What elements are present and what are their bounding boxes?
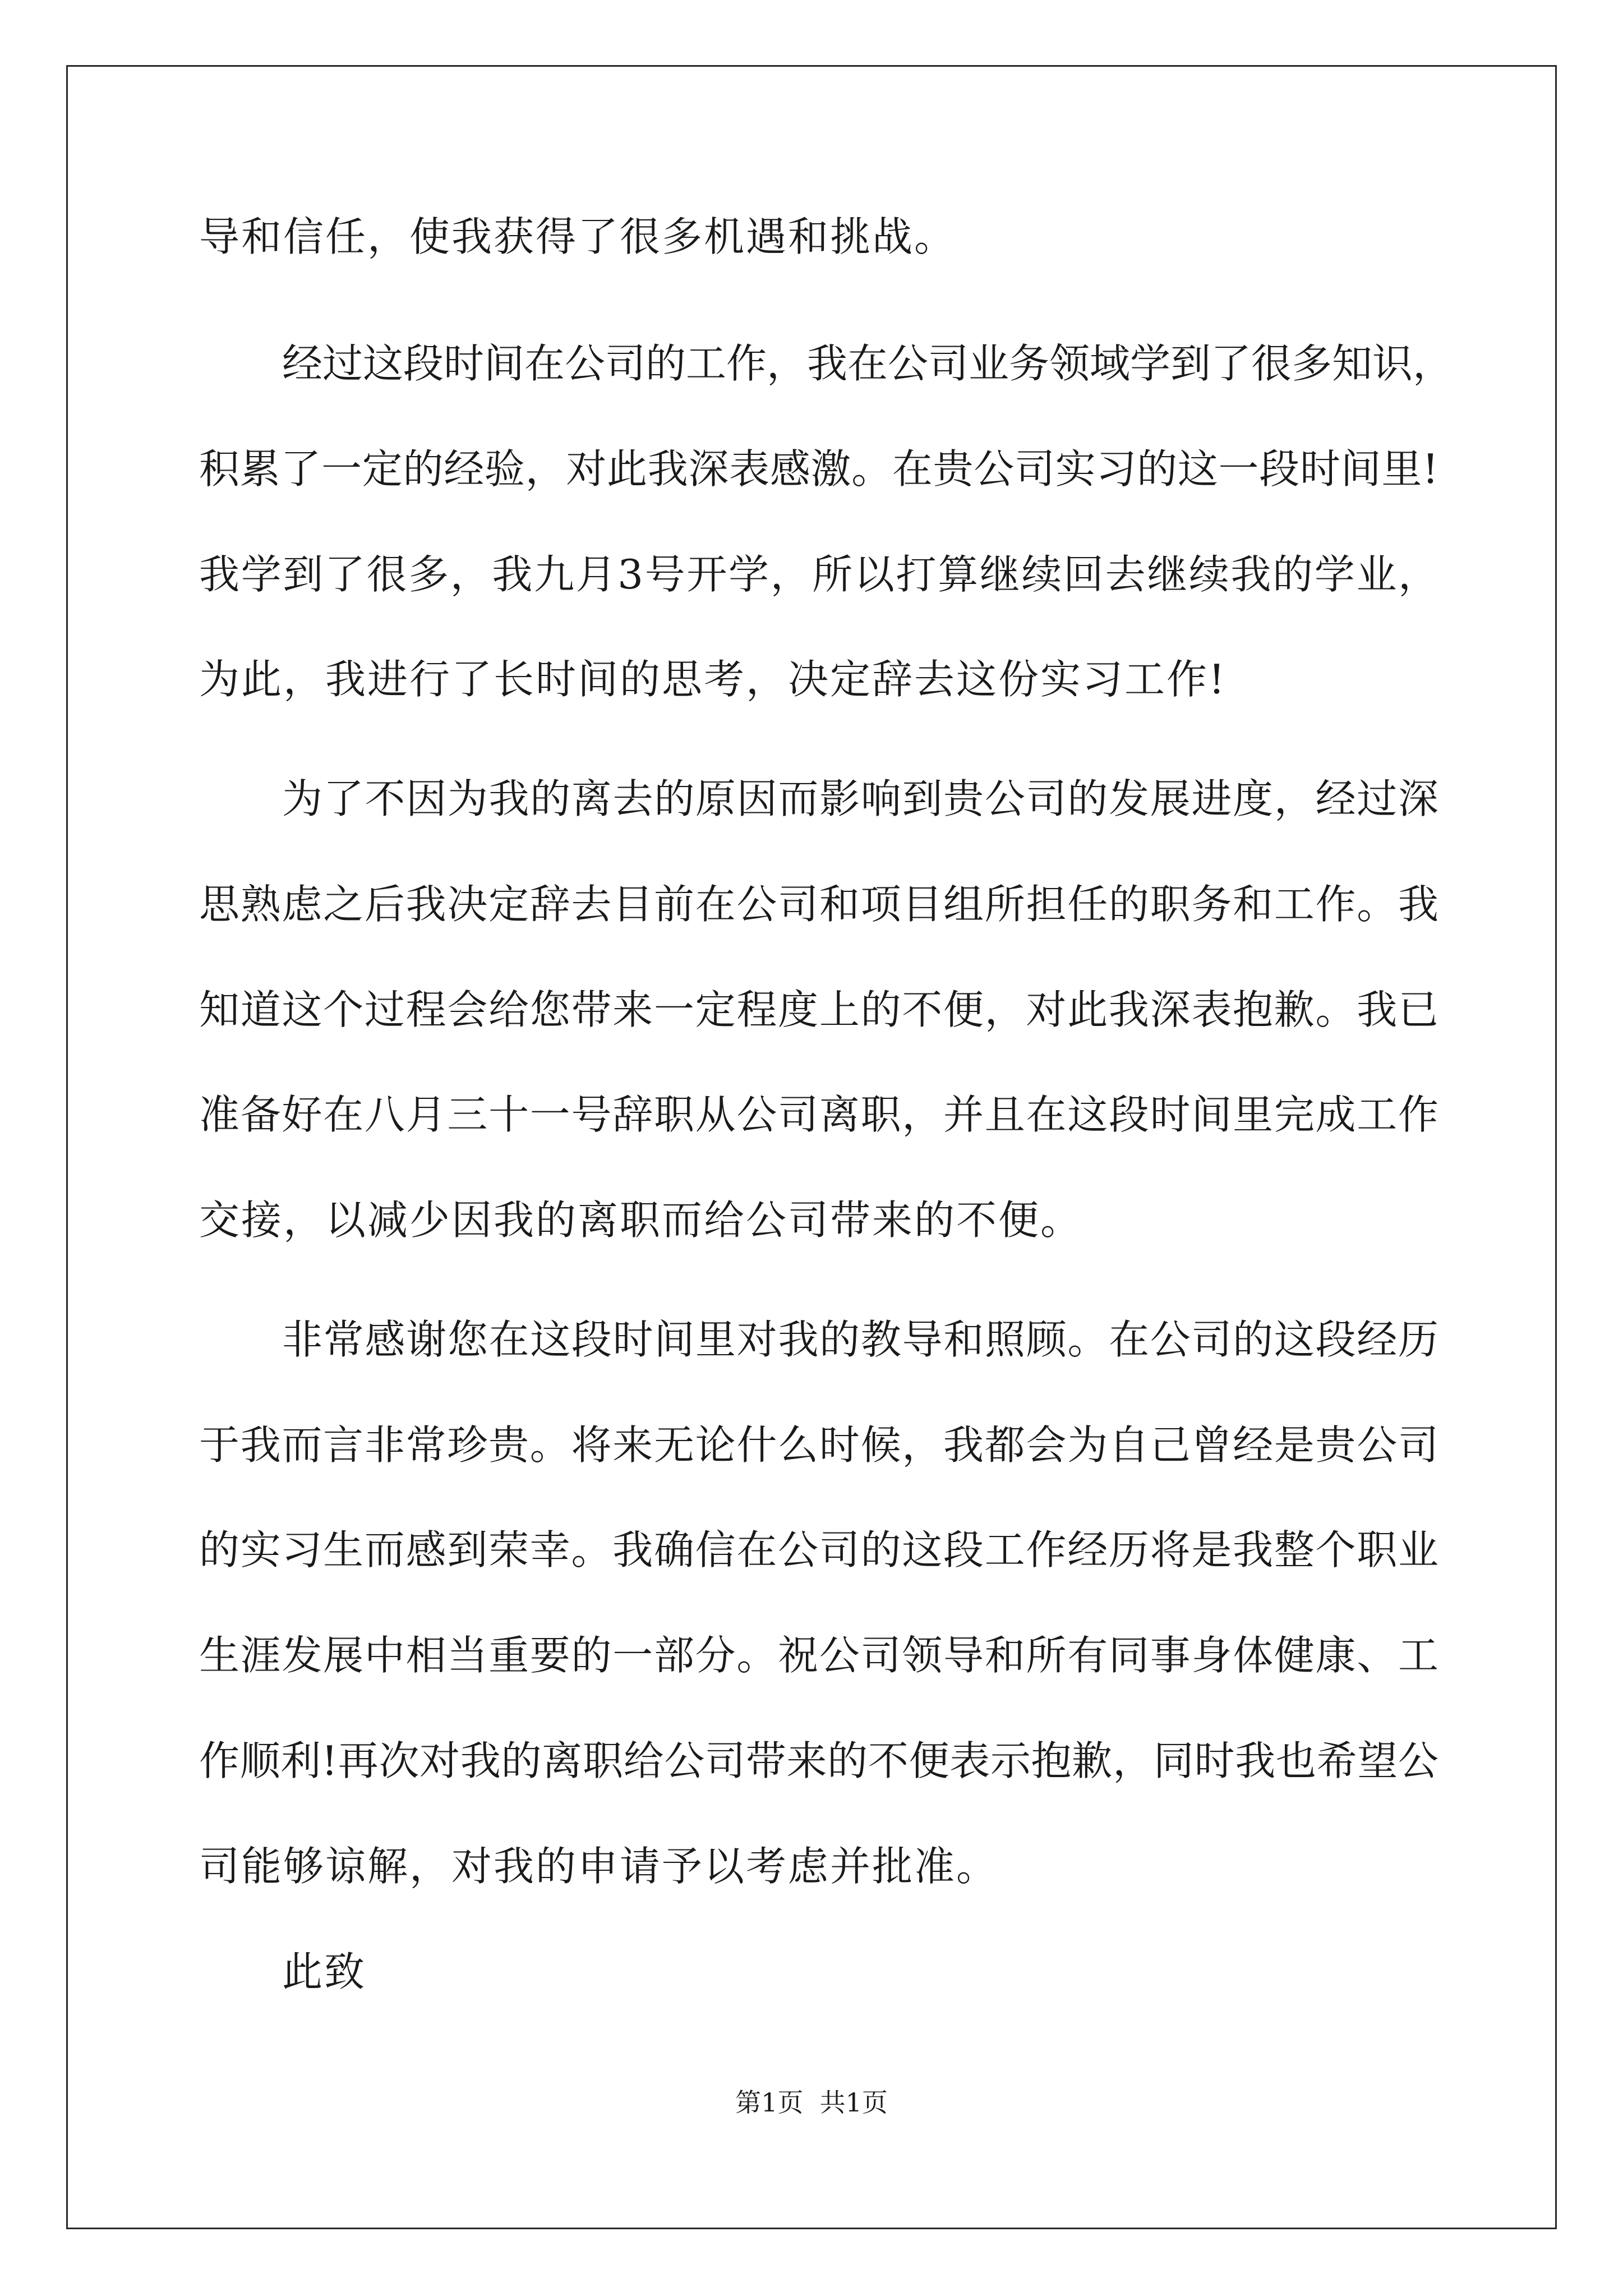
text-line-16: 司能够谅解，对我的申请予以考虑并批准。 <box>199 1843 999 1890</box>
text-line-7: 思熟虑之后我决定辞去目前在公司和项目组所担任的职务和工作。我 <box>199 881 1438 928</box>
text-line-8: 知道这个过程会给您带来一定程度上的不便，对此我深表抱歉。我已 <box>199 986 1438 1033</box>
text-line-13: 的实习生而感到荣幸。我确信在公司的这段工作经历将是我整个职业 <box>199 1526 1438 1573</box>
text-line-14: 生涯发展中相当重要的一部分。祝公司领导和所有同事身体健康、工 <box>199 1632 1438 1679</box>
text-line-5: 为此，我进行了长时间的思考，决定辞去这份实习工作! <box>199 656 1227 703</box>
text-line-12: 于我而言非常珍贵。将来无论什么时候，我都会为自己曾经是贵公司 <box>199 1421 1438 1469</box>
page-number-footer: 第1页 共1页 <box>735 2087 888 2118</box>
text-line-15: 作顺利!再次对我的离职给公司带来的不便表示抱歉，同时我也希望公 <box>199 1737 1438 1784</box>
text-line-4: 我学到了很多，我九月3号开学，所以打算继续回去继续我的学业， <box>199 551 1438 598</box>
text-line-10: 交接，以减少因我的离职而给公司带来的不便。 <box>199 1197 1083 1244</box>
text-line-2: 经过这段时间在公司的工作，我在公司业务领域学到了很多知识， <box>282 340 1454 387</box>
text-line-3: 积累了一定的经验，对此我深表感激。在贵公司实习的这一段时间里! <box>199 445 1438 493</box>
closing-salutation: 此致 <box>282 1948 367 1995</box>
text-line-6: 为了不因为我的离去的原因而影响到贵公司的发展进度，经过深 <box>282 775 1438 822</box>
text-line-1: 导和信任，使我获得了很多机遇和挑战。 <box>199 213 957 260</box>
text-line-9: 准备好在八月三十一号辞职从公司离职，并且在这段时间里完成工作 <box>199 1091 1438 1138</box>
text-line-11: 非常感谢您在这段时间里对我的教导和照顾。在公司的这段经历 <box>282 1316 1438 1363</box>
